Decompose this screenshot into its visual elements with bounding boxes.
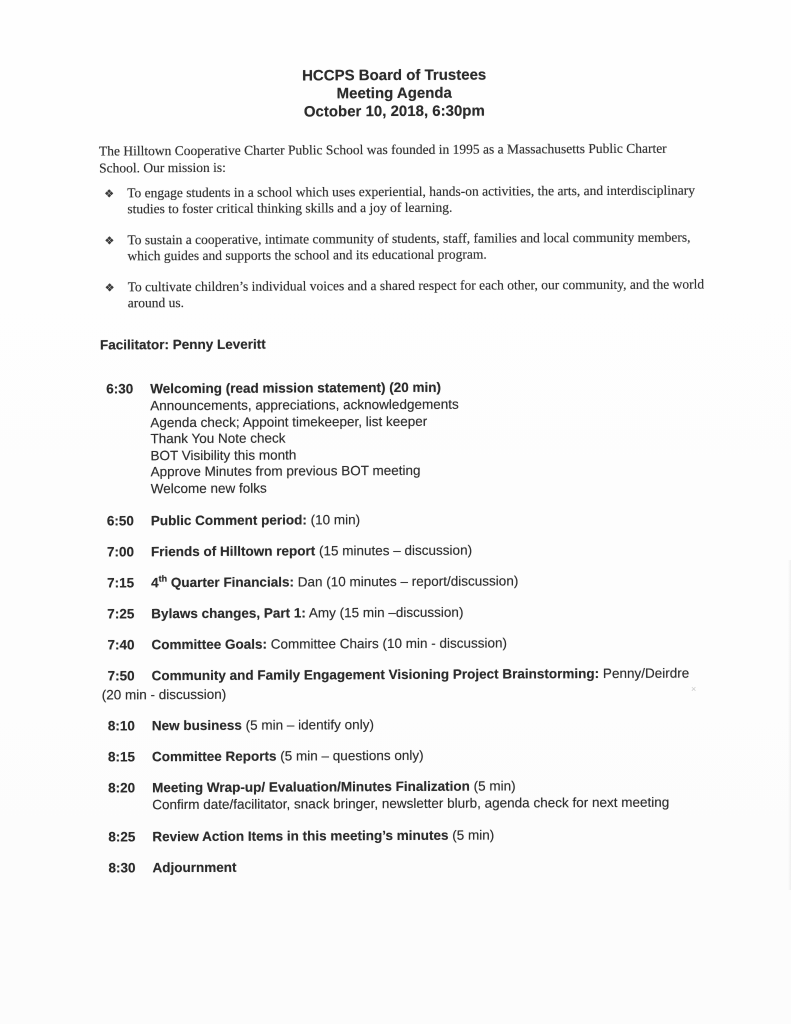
bullet-text: To cultivate children’s individual voices and a shared respect for each other, our community, and the world around us. [127, 276, 705, 311]
meeting-datetime: October 10, 2018, 6:30pm [303, 102, 485, 121]
diamond-bullet-icon: ❖ [104, 235, 115, 248]
diamond-bullet-icon: ❖ [104, 282, 115, 295]
mission-bullet [104, 229, 718, 264]
agenda-item [107, 602, 742, 622]
agenda-title-bold: New business [151, 717, 242, 734]
agenda-title-bold [151, 574, 294, 590]
facilitator-line: Facilitator: Penny Leveritt [99, 336, 266, 353]
agenda-title-bold: Bylaws changes, Part 1: [151, 605, 306, 622]
diamond-bullet-icon: ❖ [104, 188, 115, 201]
agenda-item [108, 825, 743, 845]
agenda-list [0, 377, 791, 876]
ordinal-superscript: th [158, 573, 168, 584]
agenda-title-rest: (5 min) [469, 778, 516, 794]
agenda-item [108, 856, 743, 876]
agenda-title-bold: Public Comment period: [150, 512, 307, 529]
agenda-wrap-line: (20 min - discussion) [101, 686, 227, 703]
agenda-details [150, 395, 741, 497]
agenda-item [108, 714, 743, 734]
mission-bullet [105, 276, 719, 311]
agenda-detail: Announcements, appreciations, acknowledgements [150, 396, 459, 414]
agenda-detail: BOT Visibility this month [150, 446, 297, 463]
agenda-time: 8:30 [108, 859, 136, 875]
agenda-title-bold: Welcoming (read mission statement) (20 min) [150, 379, 442, 397]
agenda-title [152, 776, 743, 813]
agenda-title [152, 745, 743, 765]
agenda-title [151, 509, 742, 529]
agenda-title [151, 540, 742, 560]
agenda-time: 8:10 [107, 718, 135, 734]
agenda-time: 8:15 [107, 749, 136, 765]
agenda-time: 7:25 [107, 606, 135, 622]
agenda-time: 6:50 [106, 513, 134, 529]
agenda-item [107, 633, 742, 653]
agenda-time: 7:00 [106, 544, 135, 560]
agenda-title-bold: Community and Family Engagement Visioning Project Brainstorming: [151, 666, 600, 684]
agenda-time: 7:50 [107, 668, 135, 684]
agenda-title-bold: Friends of Hilltown report [150, 543, 316, 560]
agenda-title-bold: Meeting Wrap-up/ Evaluation/Minutes Finalization [152, 778, 470, 796]
agenda-title [151, 633, 742, 653]
agenda-item [107, 540, 742, 560]
agenda-title [151, 571, 742, 591]
agenda-item [107, 571, 742, 591]
agenda-title-rest: (5 min – identify only) [241, 717, 374, 733]
page-subtitle: Meeting Agenda [336, 84, 452, 103]
agenda-title-rest: (10 min) [306, 512, 361, 528]
mission-bullet [104, 182, 718, 217]
agenda-time: 7:15 [107, 575, 135, 591]
agenda-detail: Thank You Note check [150, 430, 286, 447]
agenda-title-rest: Penny/Deirdre [599, 665, 690, 682]
agenda-title-bold: Committee Goals: [151, 636, 268, 653]
financials-label: Quarter Financials: [167, 574, 294, 591]
agenda-item [106, 377, 742, 497]
agenda-title-rest: (5 min – questions only) [276, 747, 424, 764]
agenda-time: 6:30 [106, 381, 134, 397]
agenda-title-rest: Dan (10 minutes – report/discussion) [293, 573, 519, 590]
agenda-time: 8:25 [108, 828, 136, 844]
agenda-title [152, 664, 743, 684]
bullet-text: To engage students in a school which uses experiential, hands-on activities, the arts, and interdisciplinary studies to foster critical thinking skills and a joy of learning. [127, 182, 696, 217]
agenda-title [151, 602, 742, 622]
agenda-item [107, 509, 742, 529]
agenda-title-bold: Review Action Items in this meeting’s minutes [152, 827, 449, 844]
agenda-title-bold: Adjournment [152, 859, 237, 875]
page-title: HCCPS Board of Trustees [302, 66, 487, 85]
agenda-title [150, 377, 742, 497]
agenda-title-rest: Amy (15 min –discussion) [305, 604, 464, 621]
agenda-title-rest: (15 minutes – discussion) [315, 542, 473, 559]
agenda-title [152, 856, 743, 876]
agenda-time: 7:40 [107, 637, 135, 653]
agenda-title-bold: Committee Reports [151, 748, 277, 765]
agenda-title [152, 714, 743, 734]
agenda-detail: Confirm date/facilitator, snack bringer, newsletter blurb, agenda check for next meeting [152, 794, 670, 813]
agenda-title-rest: (5 min) [448, 827, 495, 843]
agenda-item [108, 745, 743, 765]
agenda-item [108, 776, 743, 814]
intro-paragraph: The Hilltown Cooperative Charter Public School was founded in 1995 as a Massachusetts Public Charter School. Our mission is: [98, 140, 667, 175]
agenda-time: 8:20 [108, 780, 136, 796]
agenda-details [152, 794, 743, 813]
financials-number: 4 [151, 575, 159, 591]
document-header [0, 0, 790, 123]
agenda-detail: Welcome new folks [150, 480, 267, 496]
agenda-title [152, 825, 743, 845]
mission-bullet-list [104, 182, 719, 311]
scan-speckle: × [691, 684, 697, 694]
agenda-item [108, 664, 743, 684]
bullet-text: To sustain a cooperative, intimate community of students, staff, families and local community members, which guides and supports the school and its educational program. [127, 229, 691, 264]
agenda-detail: Agenda check; Appoint timekeeper, list keeper [150, 413, 428, 430]
agenda-title-rest: Committee Chairs (10 min - discussion) [266, 635, 508, 652]
agenda-detail: Approve Minutes from previous BOT meeting [150, 462, 421, 480]
